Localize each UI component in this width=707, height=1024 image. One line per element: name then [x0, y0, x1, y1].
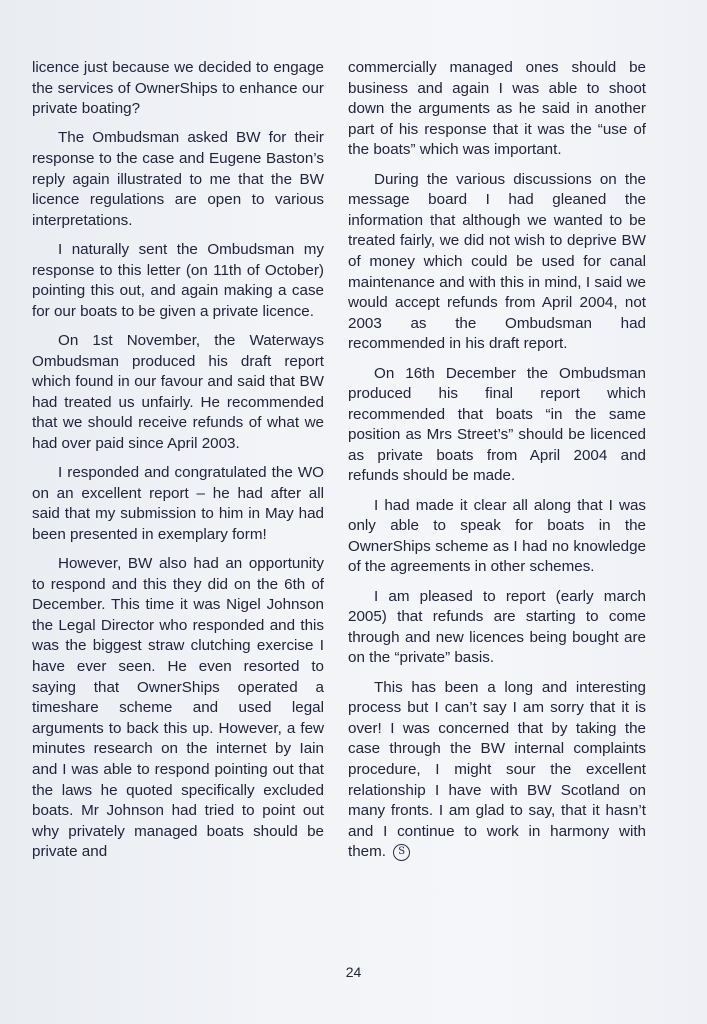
paragraph: During the various discussions on the message board I had gleaned the information that although we wanted to be treated fairly, we did not wish to deprive BW of money which could be used for canal maintenance and with this in mind, I said we would accept refunds from April 2004, not 2003 as the Ombudsman had recommended in his draft report.: [348, 170, 646, 353]
left-column: [32, 58, 324, 872]
paragraph: commercially managed ones should be business and again I was able to shoot down the arguments as he said in another part of his response that it was the “use of the boats” which was important.: [348, 59, 646, 159]
paragraph: The Ombudsman asked BW for their response to the case and Eugene Baston’s reply again illustrated to me that the BW licence regulations are open to various interpretations.: [32, 129, 324, 229]
paragraph: On 16th December the Ombudsman produced his final report which recommended that boats “in the same position as Mrs Street’s” should be licenced as private boats from April 2004 and refunds should be made.: [348, 364, 646, 485]
paragraph: I had made it clear all along that I was only able to speak for boats in the OwnerShips scheme as I had no knowledge of the agreements in other schemes.: [348, 496, 646, 576]
paragraph: However, BW also had an opportunity to respond and this they did on the 6th of December. This time it was Nigel Johnson the Legal Director who responded and this was the biggest straw clutching exercise I have ever seen. He even resorted to saying that OwnerShips operated a timeshare scheme and used legal arguments to back this up. However, a few minutes research on the internet by Iain and I was able to respond pointing out that the laws he quoted specifically excluded boats. Mr Johnson had tried to point out why privately managed boats should be private and: [32, 555, 324, 861]
closing-paragraph: [348, 678, 646, 863]
right-column: [348, 58, 646, 872]
paragraph: I responded and congratulated the WO on an excellent report – he had after all said that my submission to him in May had been presented in exemplary form!: [32, 464, 324, 543]
paragraph: I naturally sent the Ombudsman my response to this letter (on 11th of October) pointing this out, and again making a case for our boats to be given a private licence.: [32, 240, 324, 320]
page-number: 24: [345, 964, 362, 980]
paragraph: licence just because we decided to engage the services of OwnerShips to enhance our private boating?: [32, 59, 324, 118]
paragraph-text: This has been a long and interesting process but I can’t say I am sorry that it is over! I was concerned that by taking the case through the BW internal complaints procedure, I might sour the excellent relationship I have with BW Scotland on many fronts. I am glad to say, that it hasn’t and I continue to work in harmony with them.: [348, 678, 646, 861]
paragraph: I am pleased to report (early march 2005) that refunds are starting to come through and new licences being bought are on the “private” basis.: [348, 587, 646, 667]
end-mark-icon: S: [393, 844, 410, 861]
paragraph: On 1st November, the Waterways Ombudsman produced his draft report which found in our favour and said that BW had treated us unfairly. He recommended that we should receive refunds of what we had over paid since April 2003.: [32, 331, 324, 452]
